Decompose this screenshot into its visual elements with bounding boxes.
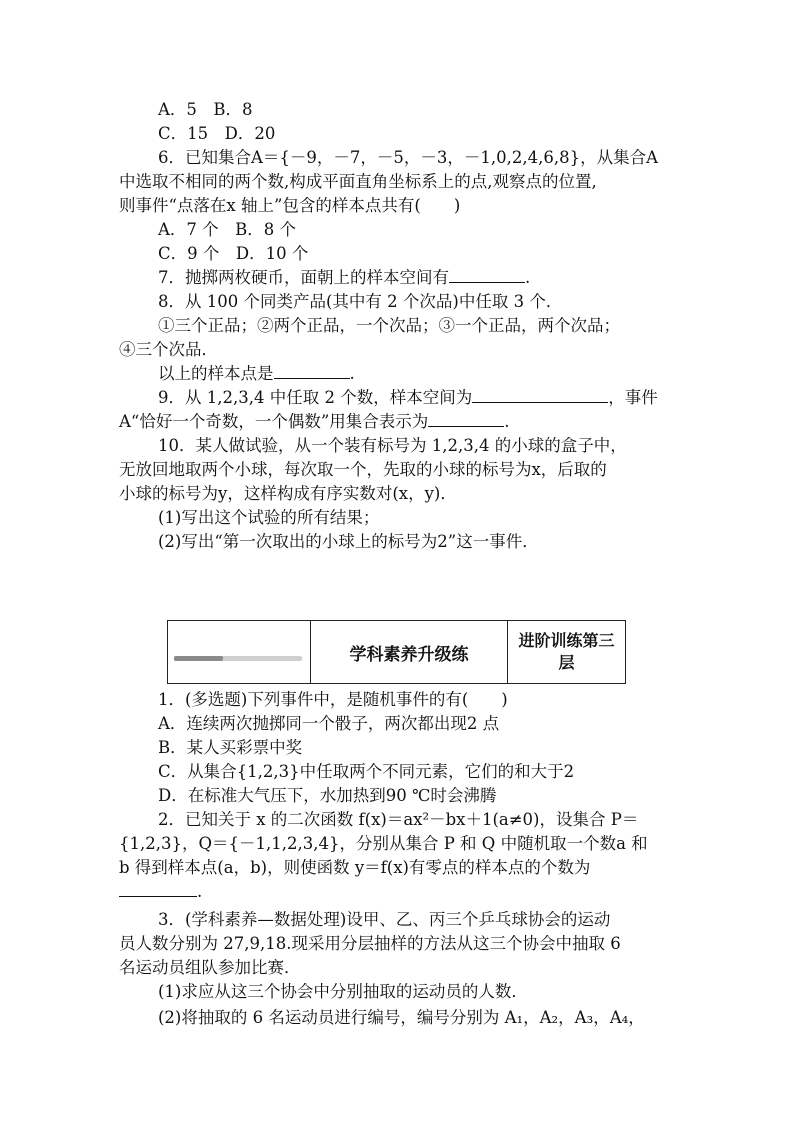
question-6-line: 6．已知集合A＝{－9，－7，－5，－3，－1,0,2,4,6,8}，从集合A (158, 148, 659, 167)
option-line: C．从集合{1,2,3}中任取两个不同元素，它们的和大于2 (158, 762, 575, 781)
option-line: D．在标准大气压下，水加热到90 ℃时会沸腾 (158, 786, 497, 805)
section-q3-part: (1)求应从这三个协会中分别抽取的运动员的人数． (158, 982, 528, 1001)
question-8-line: ①三个正品；②两个正品，一个次品；③一个正品，两个次品； (158, 316, 620, 335)
question-6-line: 则事件“点落在x 轴上”包含的样本点共有( ) (119, 196, 461, 215)
option-line: A．连续两次抛掷同一个骰子，两次都出现2 点 (158, 714, 500, 733)
banner-progress-cell (168, 621, 311, 683)
section-banner (167, 620, 626, 684)
question-9-line: A“恰好一个奇数，一个偶数”用集合表示为 . (119, 412, 510, 431)
question-8-line: 以上的样本点是 . (158, 364, 355, 383)
answer-blank (119, 880, 197, 897)
section-q3-line: 员人数分别为 27,9,18.现采用分层抽样的方法从这三个协会中抽取 6 (119, 934, 621, 953)
question-8-line: ④三个次品． (119, 340, 218, 359)
answer-blank (472, 386, 608, 403)
banner-title: 学科素养升级练 (311, 621, 508, 683)
question-6-line: 中选取不相同的两个数,构成平面直角坐标系上的点,观察点的位置, (119, 172, 597, 191)
question-10-line: 无放回地取两个小球，每次取一个，先取的小球的标号为x，后取的 (119, 460, 607, 479)
section-q3-part: (2)将抽取的 6 名运动员进行编号，编号分别为 A₁，A₂，A₃，A₄， (158, 1008, 645, 1027)
progress-bar (174, 656, 302, 661)
section-q2-line: {1,2,3}，Q＝{－1,1,2,3,4}，分别从集合 P 和 Q 中随机取一个数a 和 (119, 834, 648, 853)
banner-level: 进阶训练第三层 (518, 631, 615, 672)
question-9-line: 9．从 1,2,3,4 中任取 2 个数，样本空间为 ，事件 (158, 388, 658, 407)
option-line: A．7 个 B．8 个 (158, 220, 297, 239)
section-q3-line: 名运动员组队参加比赛． (119, 958, 301, 977)
section-q2-line: b 得到样本点(a，b)，则使函数 y＝f(x)有零点的样本点的个数为 (119, 858, 591, 877)
question-10-line: 10．某人做试验，从一个装有标号为 1,2,3,4 的小球的盒子中， (158, 436, 627, 455)
answer-blank (428, 410, 504, 427)
section-q1-line: 1．(多选题)下列事件中，是随机事件的有( ) (158, 690, 508, 709)
option-line: B．某人买彩票中奖 (158, 738, 303, 757)
option-line: A．5 B．8 (158, 100, 253, 119)
answer-blank (274, 362, 350, 379)
question-10-part: (1)写出这个试验的所有结果； (158, 508, 380, 527)
question-7-line: 7．抛掷两枚硬币，面朝上的样本空间有 . (158, 268, 531, 287)
section-q3-line: 3．(学科素养—数据处理)设甲、乙、丙三个乒乓球协会的运动 (158, 910, 611, 929)
question-10-part: (2)写出“第一次取出的小球上的标号为2”这一事件． (158, 532, 539, 551)
progress-bar-fill (174, 656, 223, 661)
question-8-line: 8．从 100 个同类产品(其中有 2 个次品)中任取 3 个． (158, 292, 563, 311)
answer-blank (449, 266, 525, 283)
section-q2-line: . (119, 880, 679, 904)
question-10-line: 小球的标号为y，这样构成有序实数对(x，y)． (119, 484, 457, 503)
section-q2-line: 2．已知关于 x 的二次函数 f(x)＝ax²－bx＋1(a≠0)，设集合 P＝ (158, 810, 639, 829)
option-line: C．9 个 D．10 个 (158, 244, 309, 263)
option-line: C．15 D．20 (158, 124, 276, 143)
